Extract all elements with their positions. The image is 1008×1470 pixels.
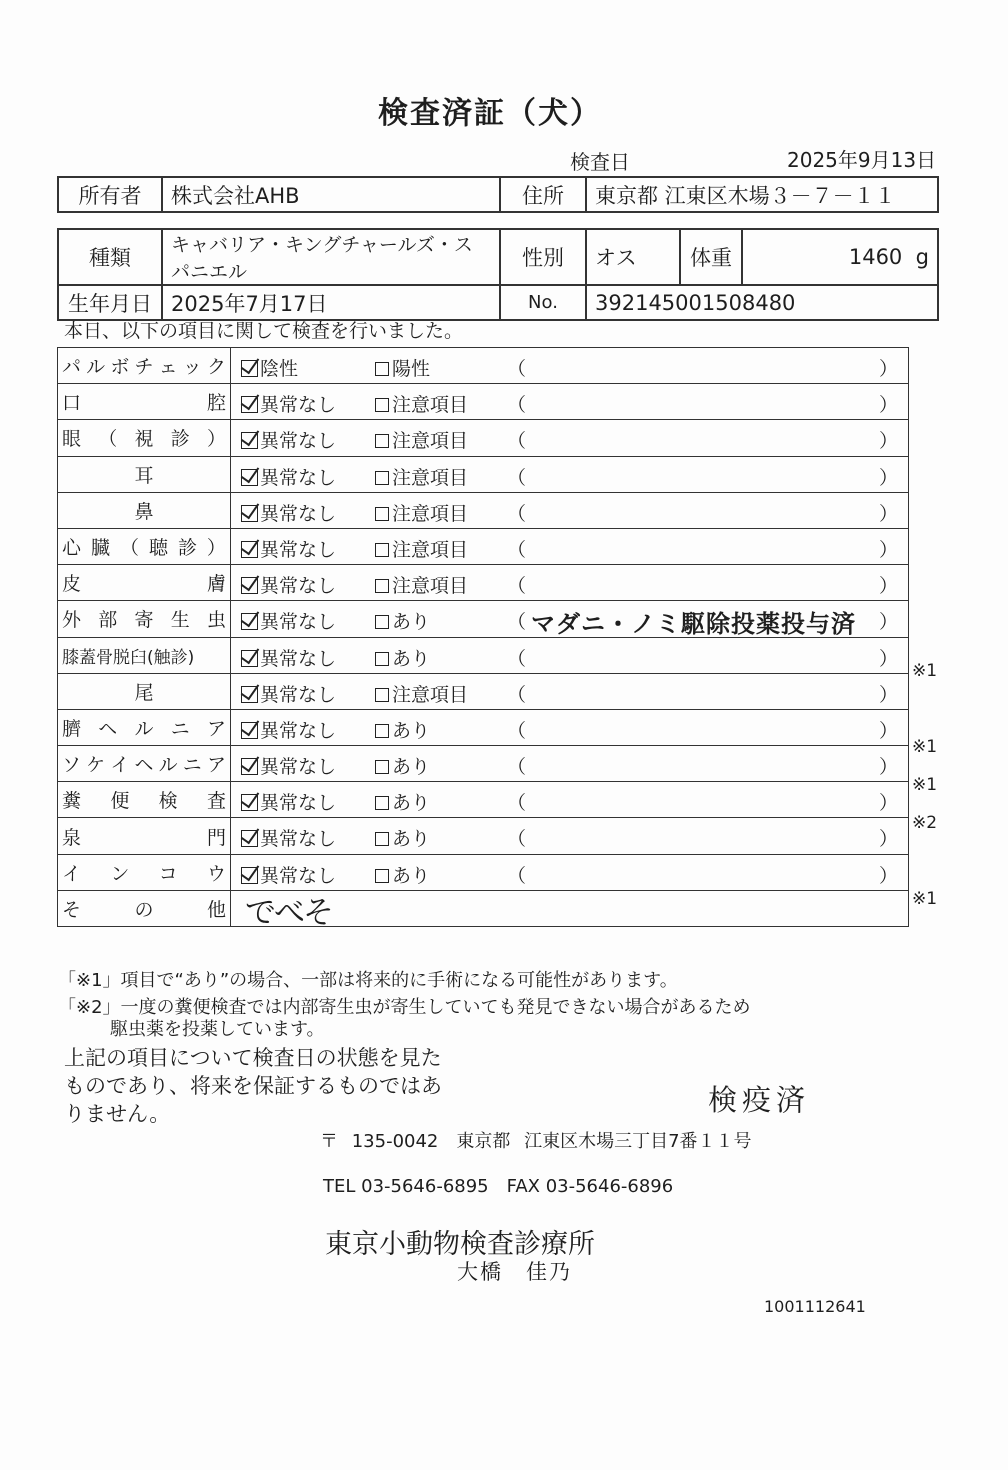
checked-option[interactable] [241, 680, 336, 707]
unchecked-option[interactable] [375, 680, 468, 707]
exam-row-label [58, 637, 231, 673]
weight-value: 1460 [848, 245, 903, 269]
paren-open: （ [507, 575, 527, 598]
checkbox-empty-icon [375, 507, 389, 521]
exam-row-label-text: 泉 門 [62, 826, 226, 849]
checkbox-empty-icon [375, 724, 389, 738]
note-mark: ※1 [912, 775, 938, 795]
exam-row-result [231, 673, 909, 709]
owner-table [57, 176, 939, 213]
exam-row-result [231, 746, 909, 782]
checkbox-checked-icon [241, 794, 258, 811]
option-label: 異常なし [260, 864, 337, 887]
checked-option[interactable] [241, 752, 336, 779]
unchecked-option[interactable] [375, 861, 430, 888]
checked-option[interactable] [241, 426, 336, 453]
option-label: 異常なし [260, 611, 337, 634]
exam-row-label-text: パ ル ボ チ ェ ッ ク [62, 356, 226, 379]
quarantine-stamp: 検疫済 [708, 1083, 811, 1117]
paren-open: （ [507, 538, 527, 561]
unchecked-option[interactable] [375, 535, 468, 562]
option-label: 注意項目 [392, 502, 469, 525]
exam-row-result [231, 782, 909, 818]
checkbox-checked-icon [241, 469, 258, 486]
option-label: あり [392, 647, 431, 670]
paren-close: ） [878, 683, 898, 706]
exam-row-label [58, 492, 231, 528]
dob-label: 生年月日 [58, 285, 162, 320]
paren-close: ） [878, 466, 898, 489]
exam-row-label [58, 384, 231, 420]
exam-row [58, 709, 909, 745]
sex-value: オス [586, 229, 680, 285]
exam-row [58, 854, 909, 890]
exam-row-label-text: イ ン コ ウ [62, 862, 226, 885]
exam-row-result [231, 492, 909, 528]
paren-open: （ [507, 430, 527, 453]
exam-row-result [231, 565, 909, 601]
exam-row [58, 492, 909, 528]
paren-open: （ [507, 864, 527, 887]
paren-close: ） [878, 538, 898, 561]
unchecked-option[interactable] [375, 571, 468, 598]
checked-option[interactable] [241, 499, 336, 526]
exam-row-result [231, 854, 909, 890]
exam-row-other [58, 890, 909, 926]
option-label: 異常なし [260, 575, 337, 598]
option-label: 異常なし [260, 394, 337, 417]
option-label: あり [392, 756, 431, 779]
other-label [58, 890, 231, 926]
checkbox-empty-icon [375, 832, 389, 846]
paren-open: （ [507, 358, 527, 380]
option-label: 陰性 [260, 358, 299, 380]
exam-row [58, 782, 909, 818]
exam-row-label-text: 尾 [134, 681, 154, 704]
option-label: 注意項目 [392, 683, 469, 706]
unchecked-option[interactable] [375, 354, 430, 381]
note-mark: ※2 [912, 813, 938, 833]
paren-close: ） [878, 394, 898, 417]
exam-row [58, 384, 909, 420]
clinic-name: 東京小動物検査診療所 [325, 1229, 595, 1260]
checkbox-checked-icon [241, 758, 258, 775]
paren-close: ） [878, 719, 898, 742]
unchecked-option[interactable] [375, 788, 430, 815]
checkbox-empty-icon [375, 688, 389, 702]
checkbox-checked-icon [241, 396, 258, 413]
exam-row-label [58, 709, 231, 745]
paren-close: ） [878, 828, 898, 851]
paren-close: ） [878, 575, 898, 598]
paren-open: （ [507, 394, 527, 417]
option-label: 注意項目 [392, 575, 469, 598]
checked-option[interactable] [241, 788, 336, 815]
owner-label: 所有者 [58, 177, 162, 212]
other-result [231, 890, 909, 931]
other-label-text: そ の 他 [62, 898, 226, 921]
checkbox-checked-icon [241, 722, 258, 739]
unchecked-option[interactable] [375, 426, 468, 453]
exam-row [58, 637, 909, 673]
exam-row-label [58, 565, 231, 601]
checked-option[interactable] [241, 571, 336, 598]
exam-row-result [231, 709, 909, 745]
checked-option[interactable] [241, 861, 336, 888]
exam-row-result [231, 420, 909, 456]
paren-close: ） [878, 611, 898, 634]
exam-row-label [58, 420, 231, 456]
owner-value: 株式会社AHB [162, 177, 500, 212]
animal-table [57, 228, 939, 321]
checkbox-checked-icon [241, 541, 258, 558]
checkbox-checked-icon [241, 577, 258, 594]
exam-date: 2025年9月13日 [787, 148, 937, 172]
unchecked-option[interactable] [375, 824, 430, 851]
checkbox-checked-icon [241, 650, 258, 667]
checkbox-empty-icon [375, 615, 389, 629]
address-label: 住所 [500, 177, 586, 212]
paren-open: （ [507, 683, 527, 706]
exam-row-label [58, 601, 231, 637]
option-label: 注意項目 [392, 430, 469, 453]
checkbox-empty-icon [375, 398, 389, 412]
exam-row-result [231, 348, 909, 384]
checkbox-empty-icon [375, 579, 389, 593]
handwritten-note: でべそ [245, 894, 332, 931]
paren-open: （ [507, 647, 527, 670]
unchecked-option[interactable] [375, 499, 468, 526]
exam-row-result [231, 384, 909, 420]
note-mark: ※1 [912, 661, 938, 681]
paren-close: ） [878, 792, 898, 815]
doctor-name: 大橋 佳乃 [457, 1260, 572, 1284]
paren-close: ） [878, 502, 898, 525]
exam-row-label [58, 673, 231, 709]
option-label: 注意項目 [392, 538, 469, 561]
breed-value: キャバリア・キングチャールズ・スパニエル [162, 229, 500, 285]
option-label: 異常なし [260, 756, 337, 779]
checkbox-empty-icon [375, 362, 389, 376]
unchecked-option[interactable] [375, 607, 430, 634]
exam-row-result [231, 456, 909, 492]
exam-row-label-text: 皮 膚 [62, 573, 226, 596]
paren-close: ） [878, 756, 898, 779]
paren-open: （ [507, 828, 527, 851]
exam-row [58, 348, 909, 384]
checkbox-empty-icon [375, 796, 389, 810]
checkbox-empty-icon [375, 543, 389, 557]
paren-open: （ [507, 466, 527, 489]
checkbox-checked-icon [241, 867, 258, 884]
checkbox-empty-icon [375, 760, 389, 774]
unchecked-option[interactable] [375, 716, 430, 743]
checked-option[interactable] [241, 644, 336, 671]
exam-row-label-text: 膝蓋骨脱臼(触診) [62, 647, 195, 668]
unchecked-option[interactable] [375, 463, 468, 490]
checked-option[interactable] [241, 716, 336, 743]
exam-row-label-text: 口 腔 [62, 392, 226, 415]
exam-row [58, 420, 909, 456]
option-label: あり [392, 792, 431, 815]
exam-row-label [58, 348, 231, 384]
option-label: 陽性 [392, 358, 431, 380]
checkbox-empty-icon [375, 652, 389, 666]
option-label: あり [392, 719, 431, 742]
exam-row [58, 673, 909, 709]
paren-close: ） [878, 358, 898, 380]
certificate-title: 検査済証（犬） [378, 96, 602, 131]
exam-row [58, 565, 909, 601]
footnote-2-continued: 駆虫薬を投薬しています。 [110, 1019, 325, 1040]
checkbox-checked-icon [241, 432, 258, 449]
exam-row [58, 746, 909, 782]
checked-option[interactable] [241, 824, 336, 851]
option-label: 注意項目 [392, 394, 469, 417]
option-label: 異常なし [260, 647, 337, 670]
paren-close: ） [878, 864, 898, 887]
checked-option[interactable] [241, 535, 336, 562]
exam-date-label: 検査日 [570, 150, 630, 174]
checkbox-checked-icon [241, 505, 258, 522]
checked-option[interactable] [241, 390, 336, 417]
exam-row [58, 528, 909, 564]
exam-row-label-text: ソ ケ イ ヘ ル ニ ア [62, 754, 226, 777]
dob-value: 2025年7月17日 [162, 285, 500, 320]
exam-row-result [231, 528, 909, 564]
option-label: 異常なし [260, 466, 337, 489]
checkbox-empty-icon [375, 471, 389, 485]
checkbox-checked-icon [241, 360, 258, 377]
address-value: 東京都 江東区木場３－７－１１ [586, 177, 938, 212]
paren-close: ） [878, 430, 898, 453]
unchecked-option[interactable] [375, 390, 468, 417]
exam-row-label-text: 心 臓 （ 聴 診 ） [62, 537, 226, 560]
weight-label: 体重 [680, 229, 742, 285]
paren-open: （ [507, 756, 527, 779]
row-note: マダニ・ノミ駆除投薬投与済 [531, 610, 856, 639]
no-value: 392145001508480 [586, 285, 938, 320]
clinic-phone: TEL 03-5646-6895 FAX 03-5646-6896 [323, 1176, 674, 1197]
weight-unit: g [915, 245, 929, 269]
exam-row-label-text: 糞 便 検 査 [62, 790, 226, 813]
intro-text: 本日、以下の項目に関して検査を行いました。 [64, 320, 464, 342]
checkbox-empty-icon [375, 434, 389, 448]
note-mark: ※1 [912, 889, 938, 909]
exam-row-label-text: 眼 （ 視 診 ） [62, 428, 226, 451]
paren-open: （ [507, 719, 527, 742]
breed-label: 種類 [58, 229, 162, 285]
exam-items-table [57, 347, 909, 931]
no-label: No. [500, 285, 586, 320]
weight-cell [742, 229, 938, 285]
checked-option[interactable] [241, 607, 336, 634]
exam-row-label-text: 臍 ヘ ル ニ ア [62, 717, 226, 740]
paren-close: ） [878, 647, 898, 670]
unchecked-option[interactable] [375, 752, 430, 779]
option-label: 異常なし [260, 502, 337, 525]
note-mark: ※1 [912, 737, 938, 757]
serial-number: 1001112641 [764, 1297, 866, 1316]
exam-row [58, 601, 909, 637]
option-label: 異常なし [260, 792, 337, 815]
checkbox-checked-icon [241, 613, 258, 630]
exam-row-label [58, 854, 231, 890]
option-label: あり [392, 864, 431, 887]
exam-row-result [231, 601, 909, 637]
option-label: 異常なし [260, 683, 337, 706]
option-label: あり [392, 828, 431, 851]
option-label: 異常なし [260, 430, 337, 453]
exam-row-label [58, 528, 231, 564]
option-label: 異常なし [260, 828, 337, 851]
paren-open: （ [507, 792, 527, 815]
exam-row-label-text: 鼻 [134, 500, 154, 523]
checked-option[interactable] [241, 463, 336, 490]
exam-row-label [58, 818, 231, 854]
footnote-2: 「※2」一度の糞便検査では内部寄生虫が寄生していても発見できない場合があるため [58, 997, 751, 1018]
disclaimer: 上記の項目について検査日の状態を見たものであり、将来を保証するものではありません。 [64, 1046, 442, 1126]
unchecked-option[interactable] [375, 644, 430, 671]
exam-row-label [58, 782, 231, 818]
paren-open: （ [507, 611, 527, 634]
checked-option[interactable] [241, 354, 298, 381]
exam-row [58, 456, 909, 492]
checkbox-checked-icon [241, 686, 258, 703]
clinic-address: 〒 135-0042 東京都 江東区木場三丁目7番１１号 [320, 1131, 752, 1152]
exam-row-label [58, 746, 231, 782]
footnote-1: 「※1」項目で“あり”の場合、一部は将来的に手術になる可能性があります。 [58, 970, 678, 991]
checkbox-checked-icon [241, 830, 258, 847]
option-label: 異常なし [260, 538, 337, 561]
sex-label: 性別 [500, 229, 586, 285]
checkbox-empty-icon [375, 869, 389, 883]
option-label: あり [392, 611, 431, 634]
exam-row-label-text: 外 部 寄 生 虫 [62, 609, 226, 632]
option-label: 異常なし [260, 719, 337, 742]
exam-row [58, 818, 909, 854]
option-label: 注意項目 [392, 466, 469, 489]
exam-row-label [58, 456, 231, 492]
exam-row-label-text: 耳 [134, 464, 154, 487]
exam-row-result [231, 637, 909, 673]
paren-open: （ [507, 502, 527, 525]
exam-row-result [231, 818, 909, 854]
